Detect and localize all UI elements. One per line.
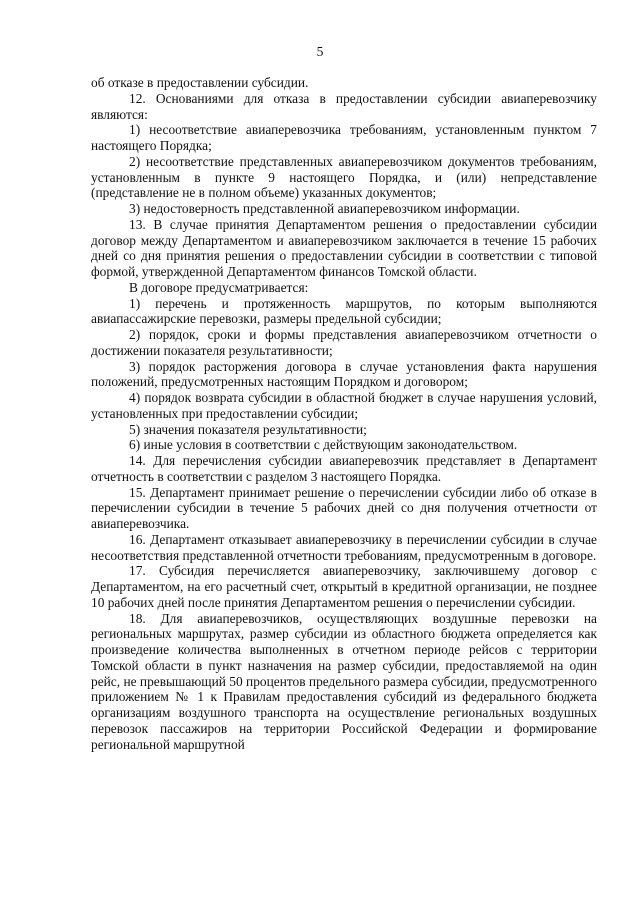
paragraph: 1) перечень и протяженность маршрутов, по которым выполняются авиапассажирские перевозки, размеры предельной субсидии; — [91, 295, 597, 327]
paragraph: 3) порядок расторжения договора в случае установления факта нарушения положений, предусмотренных настоящим Порядком и договором; — [91, 358, 597, 390]
paragraph: 18. Для авиаперевозчиков, осуществляющих воздушные перевозки на региональных маршрутах, размер субсидии из областного бюджета определяется как произведение количества выполненных в отчетном периоде рейсов с территории Томской области в пункт назначения на размер субсидии, предоставляемой на один рейс, не превышающий 50 процентов предельного размера субсидии, предусмотренного приложением № 1 к Правилам предоставления субсидий из федерального бюджета организациям воздушного транспорта на осуществление региональных воздушных перевозок пассажиров на территории Российской Федерации и формирование региональной маршрутной — [91, 610, 597, 752]
paragraph: 14. Для перечисления субсидии авиаперевозчик представляет в Департамент отчетность в соответствии с разделом 3 настоящего Порядка. — [91, 453, 597, 484]
paragraph: 2) несоответствие представленных авиаперевозчиком документов требованиям, установленным в пункте 9 настоящего Порядка, и (или) непредставление (представление не в полном объеме) указанных документов; — [91, 153, 597, 201]
paragraph: 17. Субсидия перечисляется авиаперевозчику, заключившему договор с Департаментом, на его расчетный счет, открытый в кредитной организации, не позднее 10 рабочих дней после принятия Департаментом решения о перечислении субсидии. — [91, 563, 597, 610]
paragraph: В договоре предусматривается: — [129, 279, 309, 295]
paragraph: 13. В случае принятия Департаментом решения о предоставлении субсидии договор между Департаментом и авиаперевозчиком заключается в течение 15 рабочих дней со дня принятия решения о предоставлении субсидии в соответствии с типовой формой, утвержденной Департаментом финансов Томской области. — [91, 216, 597, 279]
paragraph: об отказе в предоставлении субсидии. — [91, 75, 309, 90]
paragraph: 12. Основаниями для отказа в предоставлении субсидии авиаперевозчику являются: — [91, 90, 597, 122]
paragraph: 1) несоответствие авиаперевозчика требованиям, установленным пунктом 7 настоящего Порядка; — [91, 122, 597, 153]
paragraph: 6) иные условия в соответствии с действующим законодательством. — [129, 437, 518, 453]
page-number: 5 — [316, 44, 324, 59]
paragraph: 4) порядок возврата субсидии в областной бюджет в случае нарушения условий, установленных при предоставлении субсидии; — [91, 390, 597, 421]
document-body — [91, 75, 597, 752]
paragraph: 5) значения показателя результативности; — [129, 421, 367, 437]
paragraph: 16. Департамент отказывает авиаперевозчику в перечислении субсидии в случае несоответствия представленной отчетности требованиям, предусмотренным в договоре. — [91, 531, 597, 563]
paragraph: 15. Департамент принимает решение о перечислении субсидии либо об отказе в перечислении субсидии в течение 5 рабочих дней со дня получения отчетности от авиаперевозчика. — [91, 484, 597, 531]
paragraph: 2) порядок, сроки и формы представления авиаперевозчиком отчетности о достижении показателя результативности; — [91, 327, 597, 358]
paragraph: 3) недостоверность представленной авиаперевозчиком информации. — [129, 201, 520, 216]
